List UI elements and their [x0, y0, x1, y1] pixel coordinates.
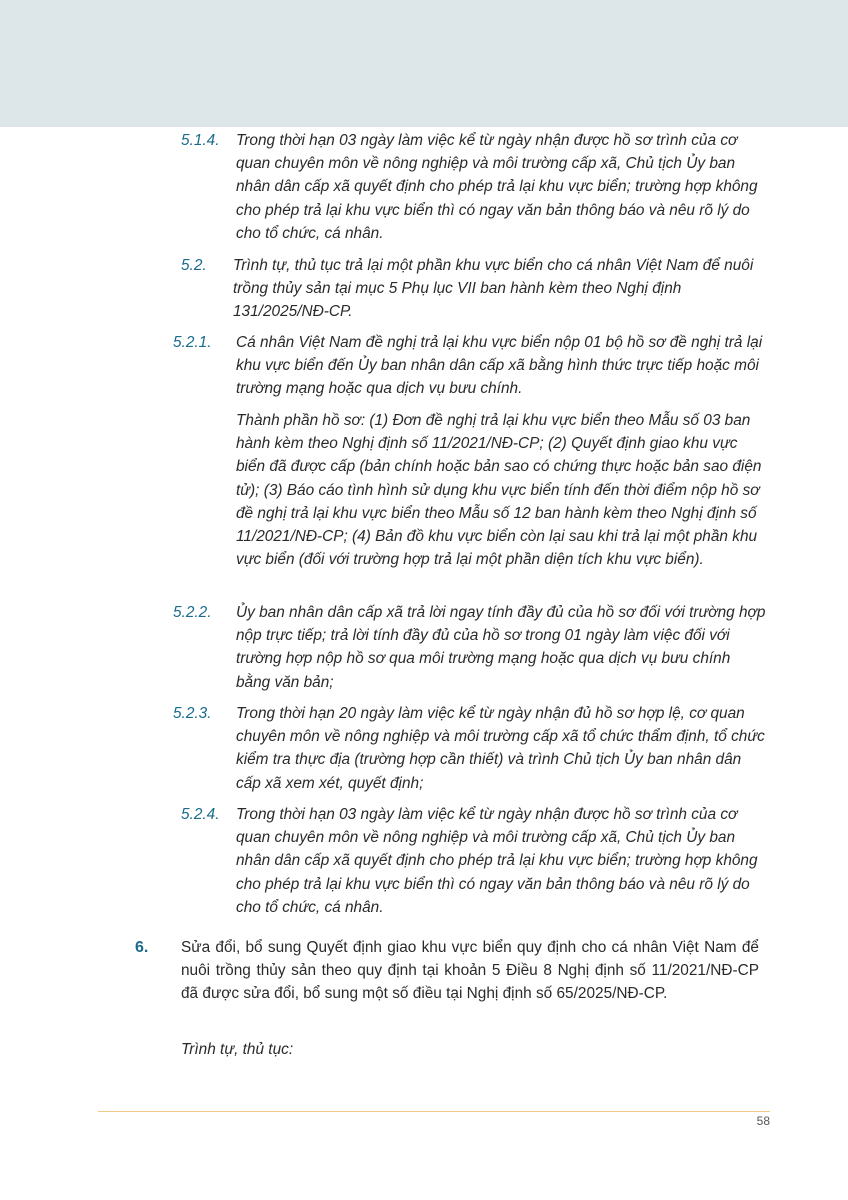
item-number: 5.2.2.: [173, 604, 212, 621]
item-number: 5.2.: [181, 257, 207, 274]
item-text: Trong thời hạn 03 ngày làm việc kể từ ngày nhận được hồ sơ trình của cơ quan chuyên môn về nông nghiệp và môi trường cấp xã, Chủ tịch Ủy ban nhân dân cấp xã quyết định cho phép trả lại khu vực biển; trường hợp không cho phép trả lại khu vực biển thì có ngay văn bản thông báo và nêu rõ lý do cho tổ chức, cá nhân.: [236, 806, 758, 916]
item-number: 5.2.4.: [181, 806, 220, 823]
item-text: Trong thời hạn 03 ngày làm việc kể từ ngày nhận được hồ sơ trình của cơ quan chuyên môn về nông nghiệp và môi trường cấp xã, Chủ tịch Ủy ban nhân dân cấp xã quyết định cho phép trả lại khu vực biển; trường hợp không cho phép trả lại khu vực biển thì có ngay văn bản thông báo và nêu rõ lý do cho tổ chức, cá nhân.: [236, 132, 758, 242]
item-number: 5.2.3.: [173, 705, 212, 722]
item-text: Trong thời hạn 20 ngày làm việc kể từ ngày nhận đủ hồ sơ hợp lệ, cơ quan chuyên môn về nông nghiệp và môi trường cấp xã tổ chức thẩm định, tổ chức kiểm tra thực địa (trường hợp cần thiết) và trình Chủ tịch Ủy ban nhân dân cấp xã xem xét, quyết định;: [236, 705, 765, 792]
section-subheading: Trình tự, thủ tục:: [181, 1041, 294, 1058]
footer-divider: [98, 1111, 770, 1112]
item-number: 5.1.4.: [181, 132, 220, 149]
item-text: Cá nhân Việt Nam đề nghị trả lại khu vực biển nộp 01 bộ hồ sơ đề nghị trả lại khu vực biển đến Ủy ban nhân dân cấp xã bằng hình thức trực tiếp hoặc môi trường mạng hoặc qua dịch vụ bưu chính.: [236, 334, 763, 398]
item-text: Trình tự, thủ tục trả lại một phần khu vực biển cho cá nhân Việt Nam để nuôi trồng thủy sản tại mục 5 Phụ lục VII ban hành kèm theo Nghị định 131/2025/NĐ-CP.: [233, 257, 754, 321]
item-text-dossier: Thành phần hồ sơ: (1) Đơn đề nghị trả lại khu vực biển theo Mẫu số 03 ban hành kèm theo Nghị định số 11/2021/NĐ-CP; (2) Quyết định giao khu vực biển đã được cấp (bản chính hoặc bản sao có chứng thực hoặc bản sao điện tử); (3) Báo cáo tình hình sử dụng khu vực biển tính đến thời điểm nộp hồ sơ đề nghị trả lại khu vực biển theo Mẫu số 12 ban hành kèm theo Nghị định số 11/2021/NĐ-CP; (4) Bản đồ khu vực biển còn lại sau khi trả lại một phần khu vực biển (đối với trường hợp trả lại một phần diện tích khu vực biển).: [236, 412, 762, 569]
section-text: Sửa đổi, bổ sung Quyết định giao khu vực biển quy định cho cá nhân Việt Nam để nuôi trồng thủy sản theo quy định tại khoản 5 Điều 8 Nghị định số 11/2021/NĐ-CP đã được sửa đổi, bổ sung một số điều tại Nghị định số 65/2025/NĐ-CP.: [181, 939, 759, 1003]
item-number: 5.2.1.: [173, 334, 212, 351]
section-number: 6.: [135, 939, 149, 956]
header-band: [0, 0, 848, 127]
page-number: 58: [756, 1114, 770, 1128]
item-text: Ủy ban nhân dân cấp xã trả lời ngay tính đầy đủ của hồ sơ đối với trường hợp nộp trực tiếp; trả lời tính đầy đủ của hồ sơ trong 01 ngày làm việc đối với trường hợp nộp hồ sơ qua môi trường mạng hoặc qua dịch vụ bưu chính bằng văn bản;: [236, 604, 766, 691]
